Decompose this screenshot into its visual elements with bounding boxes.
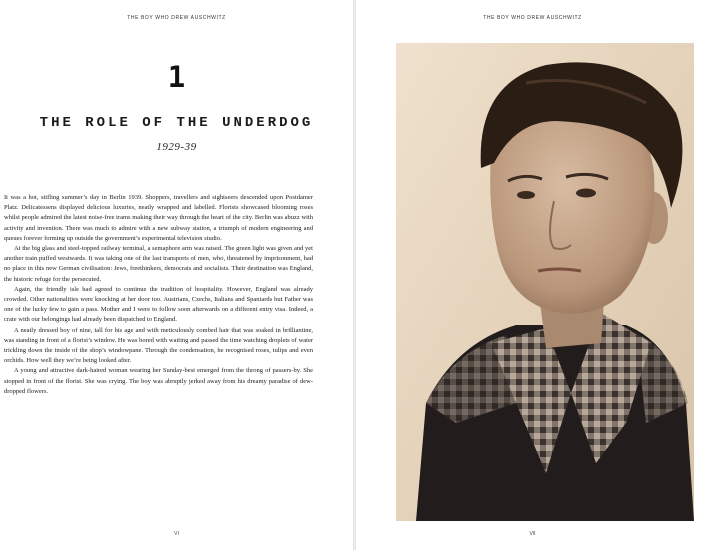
paragraph: At the big glass and steel-topped railway terminal, a semaphore arm was raised. The green light was given and yet another train puffed westwards. It was taking one of the last transports of men, who, threatened by imprisonment, had no place in this new German civilisation: Jews, freethinkers, democrats and socialists. Their destination was England, the historic refuge for the persecuted. [4, 245, 313, 283]
chapter-dates: 1929-39 [156, 141, 197, 153]
running-head-right: THE BOY WHO DREW AUSCHWITZ [483, 15, 582, 21]
running-head-left: THE BOY WHO DREW AUSCHWITZ [127, 15, 226, 21]
page-number-left: VI [174, 531, 179, 537]
page-number-right: VII [529, 531, 536, 537]
left-page [0, 0, 353, 550]
paragraph: Again, the friendly isle had agreed to continue the tradition of hospitality. However, England was already crowded. Other nationalities were knocking at her door too. Austrians, Czechs, Italians and Spaniards but Father was one of the lucky few to gain a pass. Mother and I were to follow soon afterwards on a different entry visa. Indeed, a crate with our belongings had already been dispatched to England. [4, 285, 313, 324]
eye-left [517, 191, 535, 199]
chapter-body [4, 193, 313, 397]
portrait-illustration [396, 43, 694, 521]
paragraph: It was a hot, stifling summer’s day in Berlin 1939. Shoppers, travellers and sightseers descended upon Postdamer Platz. Delicatessens displayed delicious luxuries, neatly wrapped and labelled. Florists showcased blooming roses whilst people admired the latest noise-free trams making their way through the heart of the city. Berlin was abuzz with activity and invention. There was much to admire with a new subway station, a triumph of modern engineering and queues forever forming up outside the government’s experimental television studio. [4, 194, 313, 242]
portrait-photo [396, 43, 694, 521]
paragraph: A neatly dressed boy of nine, tall for his age and with meticulously combed hair that was soaked in brilliantine, was standing in front of a florist’s window. He was bored with waiting and passed the time watching droplets of water trickling down the inside of the shop’s windowpane. Through the condensation, he recognised roses, tulips and even orchids. How well they we’re being looked after. [4, 326, 313, 365]
eye-right [576, 189, 596, 198]
paragraph: A young and attractive dark-haired woman wearing her Sunday-best emerged from the throng of passers-by. She stopped in front of the florist. She was crying. The boy was abruptly jerked away from his dreamy paradise of dew-dropped flowers. [4, 367, 313, 395]
chapter-number: 1 [167, 60, 186, 94]
right-page [356, 0, 709, 550]
chapter-title: THE ROLE OF THE UNDERDOG [39, 115, 314, 131]
